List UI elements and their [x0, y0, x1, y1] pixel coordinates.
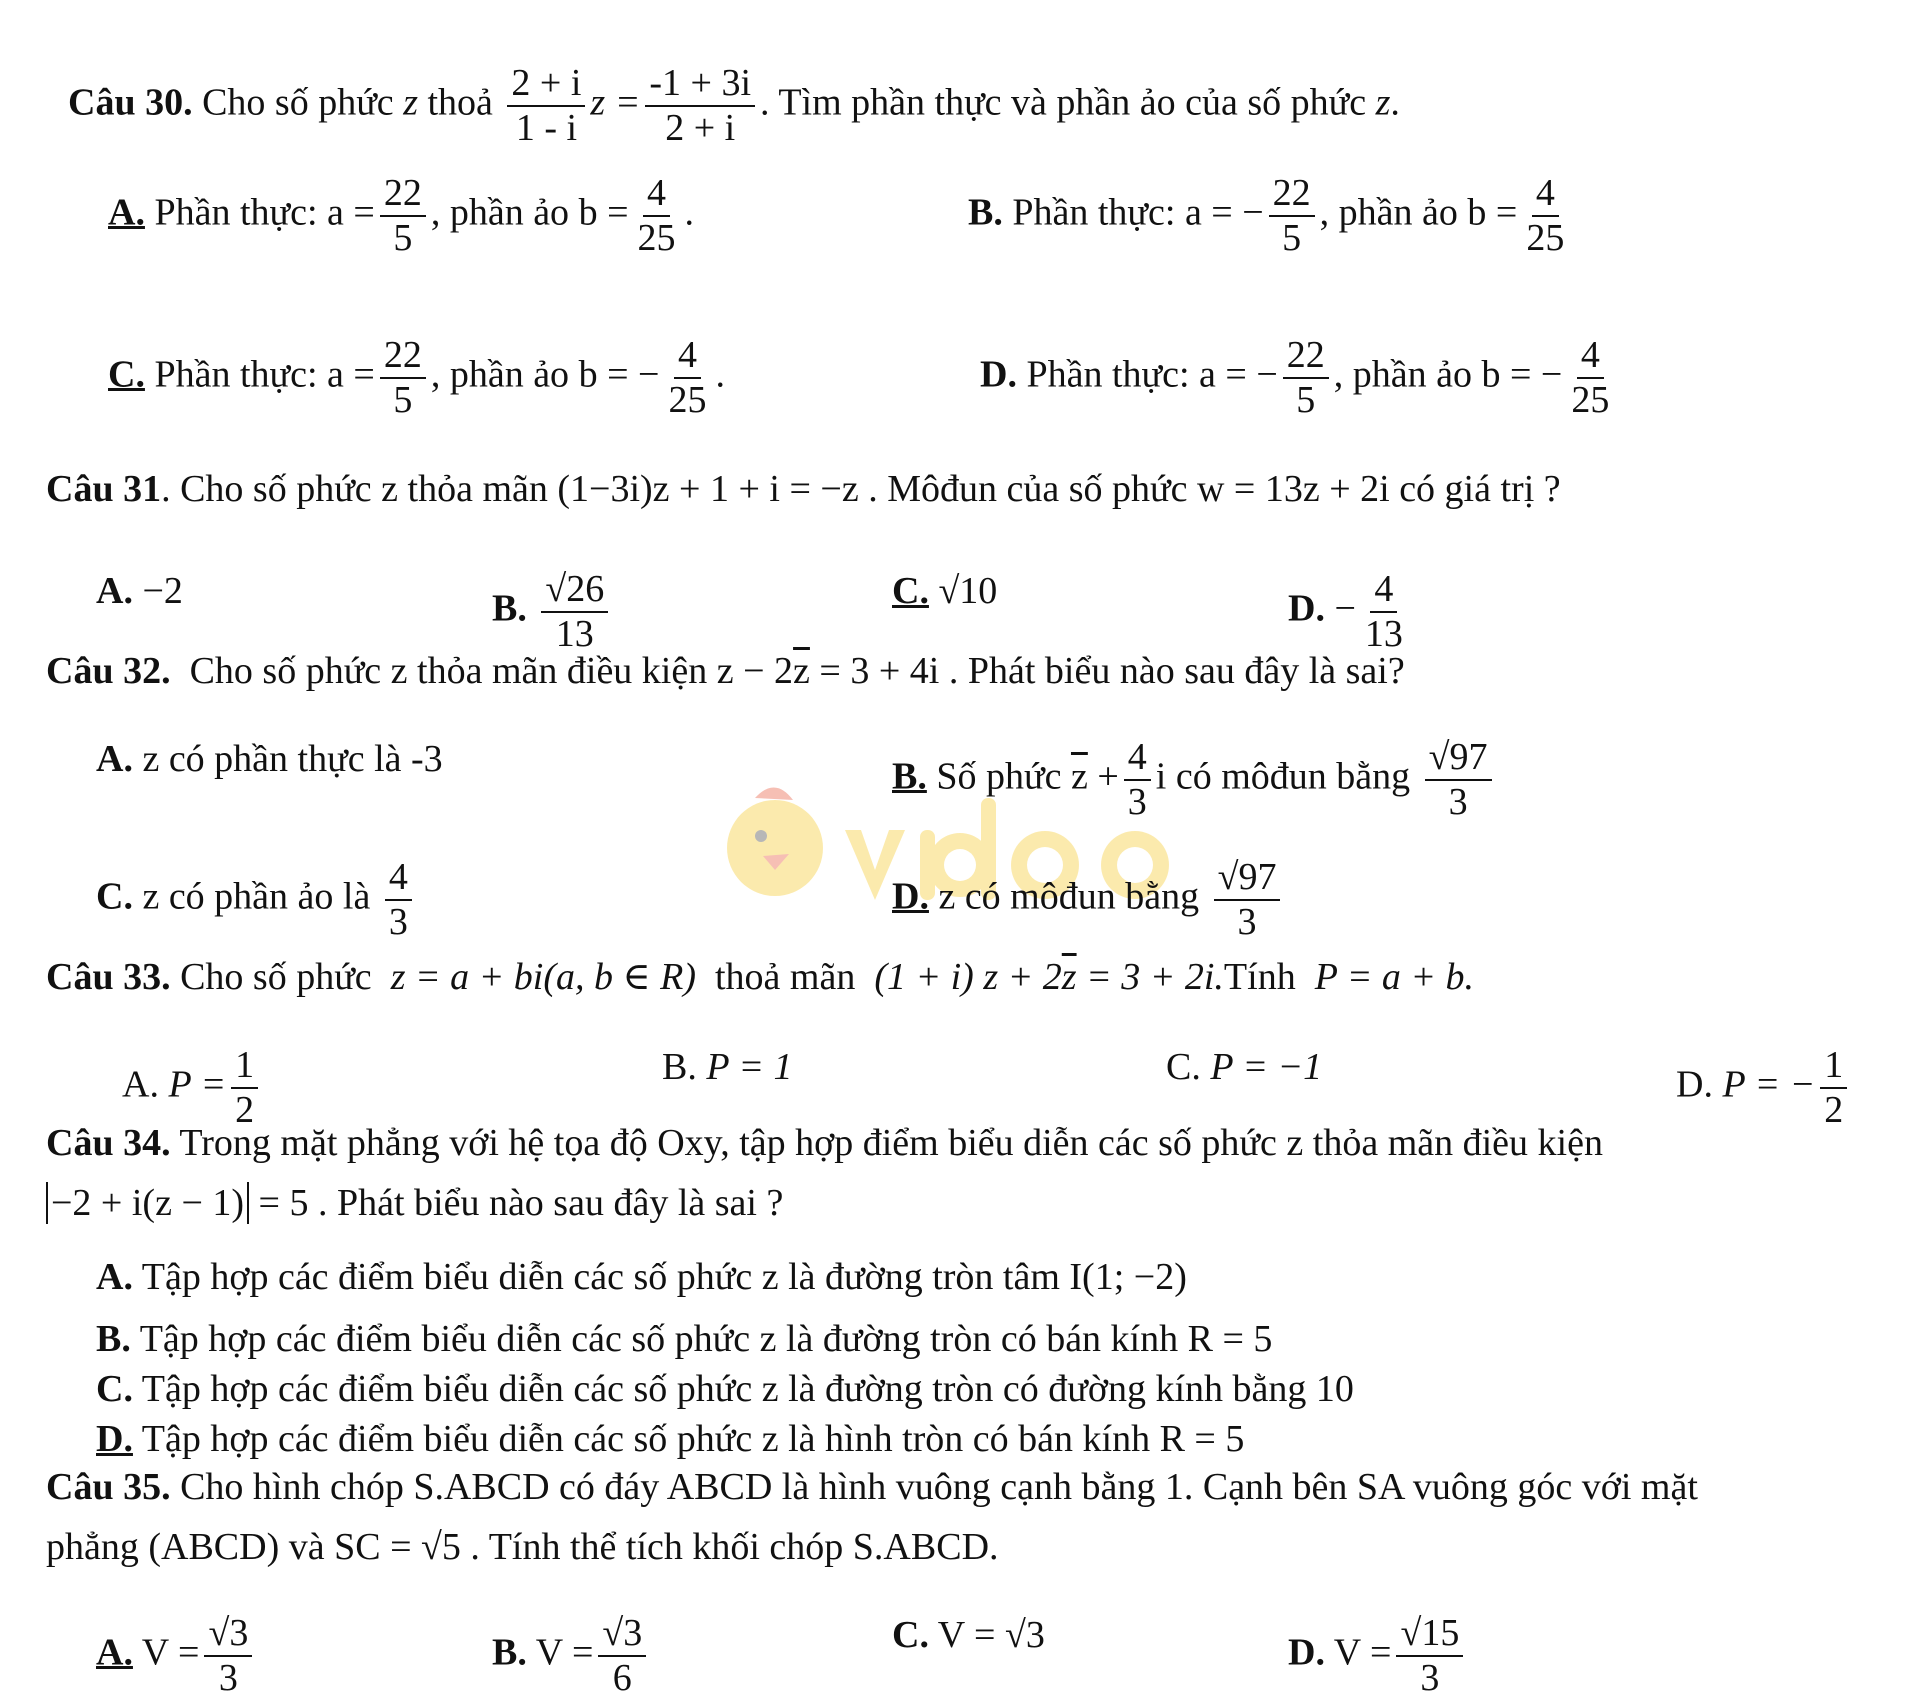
- q30-var-z-2: z: [1375, 81, 1391, 124]
- fraction-denominator: 13: [1364, 612, 1403, 655]
- option-real-label: Phần thực:: [1012, 191, 1176, 234]
- fraction-numerator: 22: [1283, 334, 1329, 379]
- fraction-denominator: 6: [612, 1656, 632, 1699]
- q35-line1: Cho hình chóp S.ABCD có đáy ABCD là hình vuông cạnh bằng 1. Cạnh bên SA vuông góc với mặt: [180, 1466, 1698, 1508]
- option-a-fraction: [380, 172, 426, 259]
- q33-zbar: $\overline{z}$: [1061, 956, 1077, 998]
- q30-option-d[interactable]: [980, 334, 1618, 421]
- option-fraction: [541, 568, 608, 655]
- option-b-lhs: b = −: [1481, 353, 1563, 396]
- fraction-denominator: 3: [1237, 900, 1257, 943]
- q32-zbar: $\overline{z}$: [793, 650, 810, 692]
- option-text-b: có môđun bằng: [1175, 755, 1411, 798]
- q33-expr-c: P = a + b.: [1314, 956, 1475, 998]
- option-sign: −: [1334, 587, 1356, 630]
- option-value: P = −1: [1210, 1046, 1323, 1088]
- option-label: D.: [1676, 1063, 1713, 1106]
- q33-option-d[interactable]: [1676, 1044, 1852, 1131]
- q30-rhs-fraction: [645, 62, 755, 149]
- option-text: z có môđun bằng: [938, 875, 1200, 918]
- q31-option-a[interactable]: [96, 568, 183, 614]
- option-label: B.: [492, 587, 527, 630]
- fraction-numerator: 22: [380, 172, 426, 217]
- option-real-label: Phần thực:: [154, 353, 318, 396]
- option-lhs: P =: [168, 1063, 227, 1106]
- q30-lhs-fraction: [507, 62, 585, 149]
- option-label: A.: [96, 1256, 133, 1298]
- option-value: √10: [938, 570, 998, 612]
- q31-label: Câu 31: [46, 468, 162, 510]
- q33-text-c: Tính: [1223, 956, 1296, 998]
- option-label: D.: [892, 875, 929, 918]
- q31-stem: [46, 466, 1561, 512]
- option-fraction: [1214, 856, 1281, 943]
- q33-option-b[interactable]: [662, 1044, 793, 1090]
- q34-label: Câu 34.: [46, 1122, 171, 1164]
- q34-abs-expr: −2 + i(z − 1): [46, 1182, 249, 1224]
- option-a-lhs: a = −: [1199, 353, 1278, 396]
- fraction-numerator: 22: [1269, 172, 1315, 217]
- mascot-chick-icon: [727, 800, 823, 896]
- option-b-fraction: [634, 172, 680, 259]
- fraction-numerator: 4: [674, 334, 701, 379]
- q35-option-a[interactable]: [96, 1612, 257, 1699]
- option-a-fraction: [1269, 172, 1315, 259]
- q30-label: Câu 30.: [68, 81, 193, 124]
- q32-option-c[interactable]: [96, 856, 417, 943]
- q30-var-z: z: [403, 81, 418, 124]
- fraction-denominator: 25: [637, 216, 676, 259]
- option-label: C.: [892, 1614, 929, 1656]
- option-imag-label: , phần ảo: [430, 191, 570, 234]
- option-b-fraction: [1522, 172, 1568, 259]
- option-imag-label: , phần ảo: [1333, 353, 1472, 396]
- q34-stem: [46, 1120, 1603, 1166]
- q30-eq: z =: [590, 81, 641, 124]
- option-fraction: [1820, 1044, 1847, 1131]
- q34-option-c[interactable]: [96, 1366, 1354, 1412]
- option-label: A.: [122, 1063, 159, 1106]
- option-text: Tập hợp các điểm biểu diễn các số phức z là hình tròn có bán kính R = 5: [141, 1418, 1245, 1460]
- option-b-lhs: b = −: [578, 353, 660, 396]
- fraction-numerator: 4: [643, 172, 670, 217]
- option-plus: +: [1097, 755, 1119, 798]
- q30-text-a: Cho số phức: [202, 81, 394, 124]
- option-label: D.: [1288, 1631, 1325, 1674]
- fraction-numerator: √3: [204, 1612, 252, 1657]
- q34-option-b[interactable]: [96, 1316, 1272, 1362]
- fraction-denominator: 1 - i: [515, 106, 578, 149]
- fraction-denominator: 3: [1448, 780, 1468, 823]
- option-real-label: Phần thực:: [154, 191, 318, 234]
- q30-option-b[interactable]: [968, 172, 1573, 259]
- q32-text-a: Cho số phức z thỏa mãn điều kiện z − 2: [189, 650, 794, 692]
- option-a-lhs: a =: [327, 191, 375, 234]
- fraction-denominator: 3: [1127, 780, 1147, 823]
- option-label: A.: [96, 570, 133, 612]
- q30-text-c: . Tìm phần thực và phần ảo của số phức: [760, 81, 1367, 124]
- option-text: Tập hợp các điểm biểu diễn các số phức z là đường tròn tâm I(1; −2): [141, 1256, 1187, 1298]
- q33-option-c[interactable]: [1166, 1044, 1322, 1090]
- fraction-numerator: 2 + i: [507, 62, 585, 107]
- fraction-numerator: 1: [231, 1044, 258, 1089]
- option-fraction: [598, 1612, 646, 1699]
- option-label: A.: [96, 1631, 133, 1674]
- q30-option-a[interactable]: [108, 172, 694, 259]
- option-label: B.: [662, 1046, 697, 1088]
- option-label: B.: [96, 1318, 131, 1360]
- option-a-lhs: a =: [327, 353, 375, 396]
- option-a-lhs: a = −: [1184, 191, 1264, 234]
- q33-option-a[interactable]: [122, 1044, 263, 1131]
- option-b-fraction: [664, 334, 710, 421]
- option-label: C.: [108, 353, 145, 396]
- option-text: z có phần thực là -3: [142, 738, 443, 780]
- option-fraction: [385, 856, 412, 943]
- option-lhs: V =: [1333, 1631, 1392, 1674]
- q30-text-b: thoả: [427, 81, 493, 124]
- fraction-numerator: √15: [1396, 1612, 1463, 1657]
- q31-text: . Cho số phức z thỏa mãn (1−3i)z + 1 + i = −z . Môđun của số phức w = 13z + 2i có giá trị ?: [161, 468, 1561, 510]
- q32-stem: [46, 648, 1405, 694]
- option-a-fraction: [1283, 334, 1329, 421]
- option-label: B.: [968, 191, 1003, 234]
- option-end: .: [715, 353, 725, 396]
- option-value: V = √3: [937, 1614, 1045, 1656]
- option-imag-label: , phần ảo: [1319, 191, 1458, 234]
- option-label: C.: [892, 570, 929, 612]
- option-fraction: [204, 1612, 252, 1699]
- q33-expr-b1: (1 + i) z + 2: [874, 956, 1062, 998]
- q30-option-c[interactable]: [108, 334, 725, 421]
- fraction-denominator: 5: [1282, 216, 1302, 259]
- option-zbar: $\overline{z}$: [1070, 755, 1088, 798]
- q33-expr-b3: = 3 + 2i.: [1086, 956, 1224, 998]
- q34-option-a[interactable]: [96, 1254, 1187, 1300]
- q33-text-a: Cho số phức: [180, 956, 372, 998]
- fraction-denominator: 2: [1824, 1088, 1844, 1131]
- fraction-denominator: 13: [555, 612, 594, 655]
- fraction-numerator: 4: [1370, 568, 1397, 613]
- q35-line2: phẳng (ABCD) và SC = √5 . Tính thể tích khối chóp S.ABCD.: [46, 1526, 999, 1568]
- q33-expr-a: z = a + bi(a, b ∈ R): [390, 956, 696, 998]
- q33-text-b: thoả mãn: [714, 956, 856, 998]
- q34-option-d[interactable]: [96, 1416, 1244, 1462]
- q35-option-d[interactable]: [1288, 1612, 1468, 1699]
- fraction-numerator: 4: [1124, 736, 1151, 781]
- fraction-denominator: 2 + i: [665, 106, 736, 149]
- fraction-numerator: 1: [1820, 1044, 1847, 1089]
- fraction-numerator: √26: [541, 568, 608, 613]
- option-label: D.: [1288, 587, 1325, 630]
- q35-stem-line1: [46, 1464, 1698, 1510]
- option-fraction: [1425, 736, 1492, 823]
- q34-text: Trong mặt phẳng với hệ tọa độ Oxy, tập hợp điểm biểu diễn các số phức z thỏa mãn điều kiện: [179, 1122, 1603, 1164]
- fraction-denominator: 3: [388, 900, 408, 943]
- option-label: D.: [96, 1418, 133, 1460]
- fraction-denominator: 25: [668, 378, 707, 421]
- fraction-denominator: 3: [1420, 1656, 1440, 1699]
- option-b-fraction: [1567, 334, 1613, 421]
- option-label: C.: [1166, 1046, 1201, 1088]
- option-label: D.: [980, 353, 1017, 396]
- fraction-denominator: 25: [1571, 378, 1610, 421]
- q32-option-d[interactable]: [892, 856, 1285, 943]
- option-label: C.: [96, 1368, 133, 1410]
- fraction-denominator: 2: [235, 1088, 255, 1131]
- option-label: B.: [492, 1631, 527, 1674]
- fraction-numerator: √97: [1425, 736, 1492, 781]
- q31-option-b[interactable]: [492, 568, 613, 655]
- q32-option-a[interactable]: [96, 736, 443, 782]
- option-text: Tập hợp các điểm biểu diễn các số phức z là đường tròn có bán kính R = 5: [139, 1318, 1273, 1360]
- q31-option-d[interactable]: [1288, 568, 1412, 655]
- option-fraction: [231, 1044, 258, 1131]
- fraction-denominator: 5: [393, 216, 413, 259]
- q32-label: Câu 32.: [46, 650, 171, 692]
- option-imag-label: , phần ảo: [430, 353, 570, 396]
- fraction-denominator: 3: [218, 1656, 238, 1699]
- option-label: A.: [96, 738, 133, 780]
- q33-stem: [46, 954, 1474, 1000]
- option-text: Tập hợp các điểm biểu diễn các số phức z là đường tròn có đường kính bằng 10: [141, 1368, 1354, 1410]
- option-fraction: [1396, 1612, 1463, 1699]
- fraction-numerator: -1 + 3i: [645, 62, 755, 107]
- option-label: A.: [108, 191, 145, 234]
- q31-option-c[interactable]: [892, 568, 997, 614]
- option-text: z có phần ảo là: [142, 875, 371, 918]
- option-lhs: P = −: [1722, 1063, 1816, 1106]
- q35-option-c[interactable]: [892, 1612, 1045, 1658]
- option-text-a: Số phức: [936, 755, 1062, 798]
- q35-option-b[interactable]: [492, 1612, 651, 1699]
- q34-cond-tail: = 5 . Phát biểu nào sau đây là sai ?: [258, 1182, 784, 1224]
- q35-stem-line2: [46, 1524, 999, 1570]
- fraction-denominator: 25: [1526, 216, 1565, 259]
- option-b-lhs: b =: [578, 191, 629, 234]
- option-value: −2: [142, 570, 183, 612]
- fraction-numerator: √3: [598, 1612, 646, 1657]
- fraction-numerator: √97: [1214, 856, 1281, 901]
- option-i: i: [1155, 755, 1167, 798]
- fraction-denominator: 5: [1296, 378, 1316, 421]
- q30-stem: [68, 62, 1400, 149]
- q33-label: Câu 33.: [46, 956, 171, 998]
- option-real-label: Phần thực:: [1026, 353, 1190, 396]
- q32-text-b: = 3 + 4i . Phát biểu nào sau đây là sai?: [819, 650, 1405, 692]
- q34-condition: [46, 1180, 783, 1226]
- option-a-fraction: [380, 334, 426, 421]
- option-label: C.: [96, 875, 133, 918]
- fraction-numerator: 4: [1532, 172, 1559, 217]
- option-lhs: V =: [535, 1631, 594, 1674]
- fraction-numerator: 4: [1577, 334, 1604, 379]
- fraction-denominator: 5: [393, 378, 413, 421]
- option-value: P = 1: [706, 1046, 793, 1088]
- fraction-numerator: 4: [385, 856, 412, 901]
- option-lhs: V =: [141, 1631, 200, 1674]
- option-fraction: [1361, 568, 1407, 655]
- q35-label: Câu 35.: [46, 1466, 171, 1508]
- option-label: B.: [892, 755, 927, 798]
- option-b-lhs: b =: [1467, 191, 1518, 234]
- fraction-numerator: 22: [380, 334, 426, 379]
- q30-dot: .: [1390, 81, 1400, 124]
- option-end: .: [684, 191, 694, 234]
